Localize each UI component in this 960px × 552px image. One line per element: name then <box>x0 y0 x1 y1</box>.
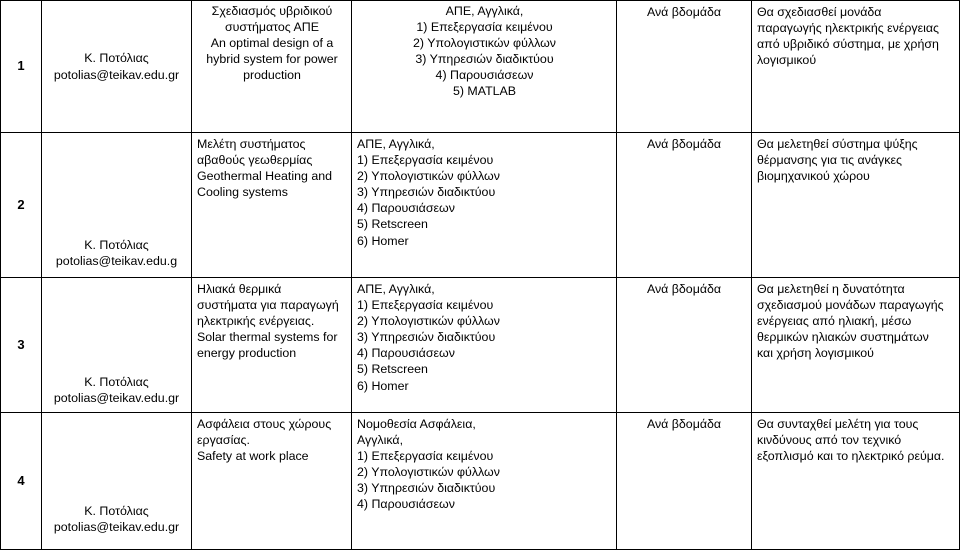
frequency-text: Ανά βδομάδα <box>646 137 722 151</box>
row-number: 1 <box>1 1 42 133</box>
topic-cell <box>192 413 352 550</box>
supervisor-cell <box>42 278 192 413</box>
frequency-cell <box>617 278 752 413</box>
prerequisites-cell <box>352 413 617 550</box>
description-line: κινδύνους από τον τεχνικό <box>757 433 902 448</box>
prerequisite-line: Αγγλικά, <box>357 433 404 448</box>
description-line: σχεδιασμού μονάδων παραγωγής <box>757 298 944 313</box>
description-line: από υβριδικό σύστημα, με χρήση <box>757 37 939 52</box>
frequency-cell <box>617 133 752 278</box>
supervisor-name: Κ. Ποτόλιας <box>84 503 149 518</box>
description-line: Θα σχεδιασθεί μονάδα <box>757 5 882 19</box>
prerequisite-line: 6) Homer <box>357 233 409 248</box>
frequency-text: Ανά βδομάδα <box>646 417 722 431</box>
prerequisite-line: 2) Υπολογιστικών φύλλων <box>357 314 500 329</box>
prerequisite-line: 4) Παρουσιάσεων <box>357 201 455 216</box>
supervisor-cell <box>42 133 192 278</box>
topic-line: εργασίας. <box>197 433 250 448</box>
description-line: και χρήση λογισμικού <box>757 346 874 361</box>
description-line: θερμικών ηλιακών συστημάτων <box>757 330 929 345</box>
row-number: 3 <box>1 278 42 413</box>
prerequisite-line: 3) Υπηρεσιών διαδικτύου <box>415 52 554 67</box>
prerequisite-line: 2) Υπολογιστικών φύλλων <box>357 465 500 480</box>
description-line: Θα μελετηθεί σύστημα ψύξης <box>757 137 918 151</box>
topic-line: hybrid system for power <box>206 52 338 67</box>
prerequisites-cell <box>352 1 617 133</box>
prerequisite-line: 3) Υπηρεσιών διαδικτύου <box>357 185 496 200</box>
prerequisite-line: 5) Retscreen <box>357 217 428 232</box>
prerequisite-line: 4) Παρουσιάσεων <box>357 497 455 512</box>
prerequisite-line: 2) Υπολογιστικών φύλλων <box>357 169 500 184</box>
description-line: εξοπλισμό και το ηλεκτρικό ρεύμα. <box>757 449 945 464</box>
topic-line: Safety at work place <box>197 449 309 464</box>
supervisor-cell <box>42 413 192 550</box>
prerequisite-line: 6) Homer <box>357 378 409 393</box>
table-row <box>1 278 960 413</box>
supervisor-name: Κ. Ποτόλιας <box>84 51 149 66</box>
prerequisite-line: 2) Υπολογιστικών φύλλων <box>413 36 556 51</box>
supervisor-name: Κ. Ποτόλιας <box>84 374 149 389</box>
prerequisite-line: 4) Παρουσιάσεων <box>357 346 455 361</box>
frequency-text: Ανά βδομάδα <box>646 5 722 19</box>
prerequisite-line: Νομοθεσία Ασφάλεια, <box>357 417 476 431</box>
prerequisite-line: 3) Υπηρεσιών διαδικτύου <box>357 481 496 496</box>
supervisor-email: potolias@teikav.edu.gr <box>53 67 180 82</box>
supervisor-cell <box>42 1 192 133</box>
description-cell <box>752 1 960 133</box>
prerequisite-line: ΑΠΕ, Αγγλικά, <box>357 282 435 296</box>
prerequisites-cell <box>352 278 617 413</box>
supervisor-email: potolias@teikav.edu.gr <box>53 390 180 405</box>
description-line: λογισμικού <box>757 53 817 68</box>
description-cell <box>752 133 960 278</box>
prerequisite-line: 1) Επεξεργασία κειμένου <box>357 449 494 464</box>
description-line: παραγωγής ηλεκτρικής ενέργειας <box>757 21 940 36</box>
prerequisite-line: 1) Επεξεργασία κειμένου <box>416 20 553 35</box>
topic-line: συστήματος ΑΠΕ <box>225 20 319 35</box>
topic-line: Ασφάλεια στους χώρους <box>197 417 332 431</box>
prerequisite-line: 5) Retscreen <box>357 362 428 377</box>
description-line: θέρμανσης για τις ανάγκες <box>757 153 902 168</box>
frequency-cell <box>617 1 752 133</box>
topic-line: συστήματα για παραγωγή <box>197 298 339 313</box>
description-cell <box>752 278 960 413</box>
description-line: βιομηχανικού χώρου <box>757 169 870 184</box>
prerequisite-line: ΑΠΕ, Αγγλικά, <box>445 4 524 18</box>
topic-line: energy production <box>197 346 297 361</box>
topic-line: Ηλιακά θερμικά <box>197 282 282 296</box>
table-row <box>1 1 960 133</box>
topic-line: Geothermal Heating and <box>197 169 333 184</box>
row-number: 2 <box>1 133 42 278</box>
topic-line: Μελέτη συστήματος <box>197 137 306 151</box>
prerequisites-cell <box>352 133 617 278</box>
prerequisite-line: 4) Παρουσιάσεων <box>435 68 534 83</box>
topic-cell <box>192 278 352 413</box>
description-cell <box>752 413 960 550</box>
table-row <box>1 133 960 278</box>
topic-cell <box>192 133 352 278</box>
prerequisite-line: 3) Υπηρεσιών διαδικτύου <box>357 330 496 345</box>
supervisor-email: potolias@teikav.edu.gr <box>53 519 180 534</box>
topic-line: αβαθούς γεωθερμίας <box>197 153 313 168</box>
topic-line: production <box>243 68 301 83</box>
frequency-cell <box>617 413 752 550</box>
topic-line: An optimal design of a <box>210 36 334 51</box>
topic-line: Cooling systems <box>197 185 288 200</box>
description-line: ενέργειας από ηλιακή, μέσω <box>757 314 912 329</box>
prerequisite-line: 5) MATLAB <box>452 84 517 99</box>
prerequisite-line: 1) Επεξεργασία κειμένου <box>357 298 494 313</box>
frequency-text: Ανά βδομάδα <box>646 282 722 296</box>
supervisor-email: potolias@teikav.edu.g <box>55 253 178 268</box>
description-line: Θα μελετηθεί η δυνατότητα <box>757 282 905 296</box>
row-number: 4 <box>1 413 42 550</box>
topic-cell <box>192 1 352 133</box>
prerequisite-line: 1) Επεξεργασία κειμένου <box>357 153 494 168</box>
supervisor-name: Κ. Ποτόλιας <box>84 237 149 252</box>
topic-line: Solar thermal systems for <box>197 330 338 345</box>
description-line: Θα συνταχθεί μελέτη για τους <box>757 417 919 431</box>
topic-line: ηλεκτρικής ενέργειας. <box>197 314 315 329</box>
prerequisite-line: ΑΠΕ, Αγγλικά, <box>357 137 435 151</box>
table-row <box>1 413 960 550</box>
topic-line: Σχεδιασμός υβριδικού <box>211 4 333 18</box>
